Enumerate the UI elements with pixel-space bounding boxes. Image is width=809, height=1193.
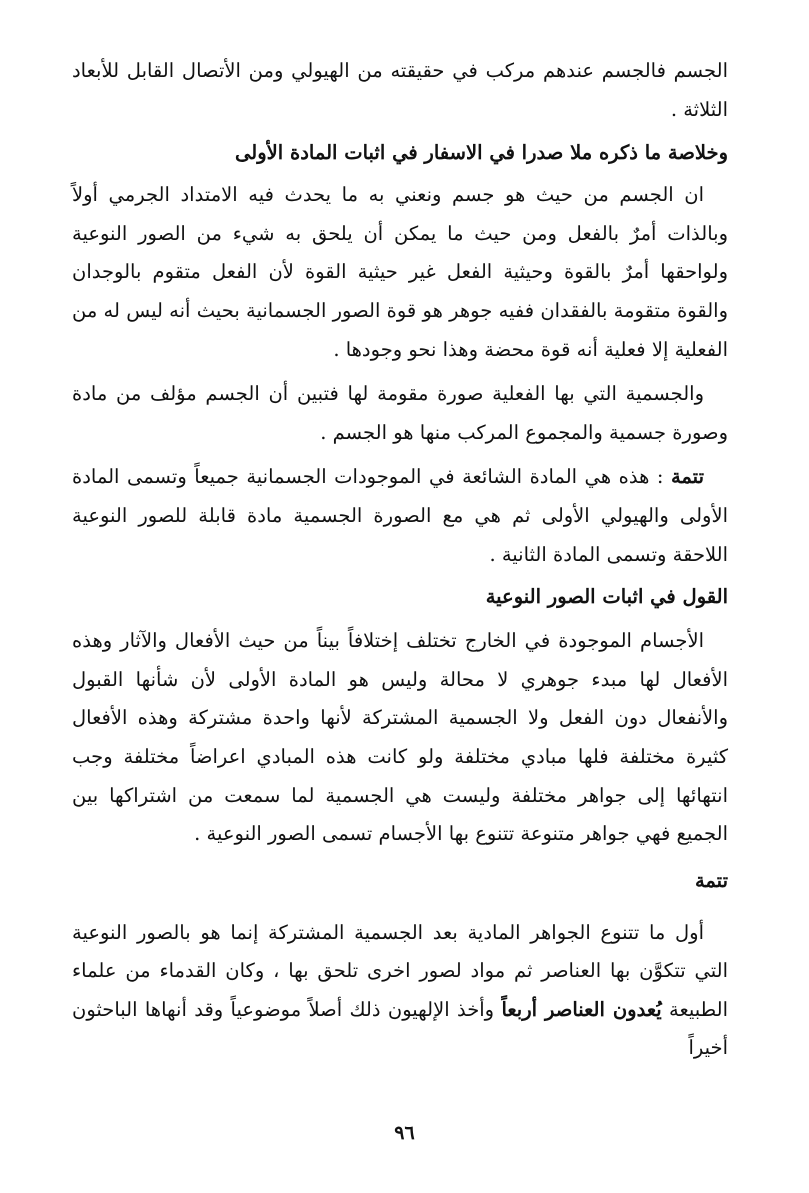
paragraph-1: الجسم فالجسم عندهم مركب في حقيقته من الهيولي ومن الأتصال القابل للأبعاد الثلاثة .	[72, 59, 728, 121]
heading-supplement: تتمة	[694, 868, 728, 892]
paragraph-4	[72, 458, 728, 574]
paragraph-4-text: : هذه هي المادة الشائعة في الموجودات الجسمانية جميعاً وتسمى المادة الأولى والهيولي الأولى ثم هي مع الصورة الجسمية مادة قابلة للصور النوعية اللاحقة وتسمى المادة الثانية .	[72, 465, 728, 566]
paragraph-6-text-a: أول ما تتنوع الجواهر المادية بعد الجسمية المشتركة إنما هو بالصور النوعية التي تتكوَّن بها العناصر ثم مواد لصور اخرى تلحق بها ، وكان القدماء من علماء الطبيعة	[72, 920, 729, 1021]
document-page	[72, 52, 728, 1068]
paragraph-5: الأجسام الموجودة في الخارج تختلف إختلافاً بيناً من حيث الأفعال والآثار وهذه الأفعال لها مبدء جوهري لا محالة وليس هو المادة الأولى لأن شأنها القبول والأنفعال دون الفعل ولا الجسمية المشتركة لأنها واحدة مشتركة وهذه الأفعال كثيرة مختلفة فلها مبادي مختلفة ولو كانت هذه المبادي اعراضاً مختلفة وجب انتهائها إلى جواهر مختلفة وليست هي الجسمية لما سمعت من اشتراكها بين الجميع فهي جواهر متنوعة تتنوع بها الأجسام تسمى الصور النوعية .	[72, 629, 728, 846]
heading-species-forms: القول في اثبات الصور النوعية	[485, 585, 728, 609]
paragraph-3: والجسمية التي بها الفعلية صورة مقومة لها فتبين أن الجسم مؤلف من مادة وصورة جسمية والمجموع المركب منها هو الجسم .	[72, 382, 728, 444]
paragraph-6-text-b: وأخذ الإلهيون ذلك أصلاً موضوعياً وقد أنهاها الباحثون أخيراً	[72, 997, 728, 1060]
paragraph-6	[72, 914, 728, 1068]
supplement-label: تتمة	[670, 465, 704, 489]
paragraph-2: ان الجسم من حيث هو جسم ونعني به ما يحدث فيه الامتداد الجرمي أولاً وبالذات أمرٌ بالفعل ومن حيث ما يمكن أن يلحق به شيء من الصور النوعية ولواحقها أمرٌ بالقوة وحيثية الفعل غير حيثية القوة لأن الفعل متقوم بالوجدان والقوة متقومة بالفقدان ففيه جوهر هو قوة الصور الجسمانية بحيث أنه ليس له من الفعلية إلا فعلية أنه قوة محضة وهذا نحو وجودها .	[72, 183, 728, 361]
heading-mulla-sadra-summary: وخلاصة ما ذكره ملا صدرا في الاسفار في اثبات المادة الأولى	[235, 141, 728, 165]
paragraph-6-bold: يُعدون العناصر أربعاً	[501, 997, 662, 1021]
page-number: ٩٦	[394, 1122, 415, 1144]
